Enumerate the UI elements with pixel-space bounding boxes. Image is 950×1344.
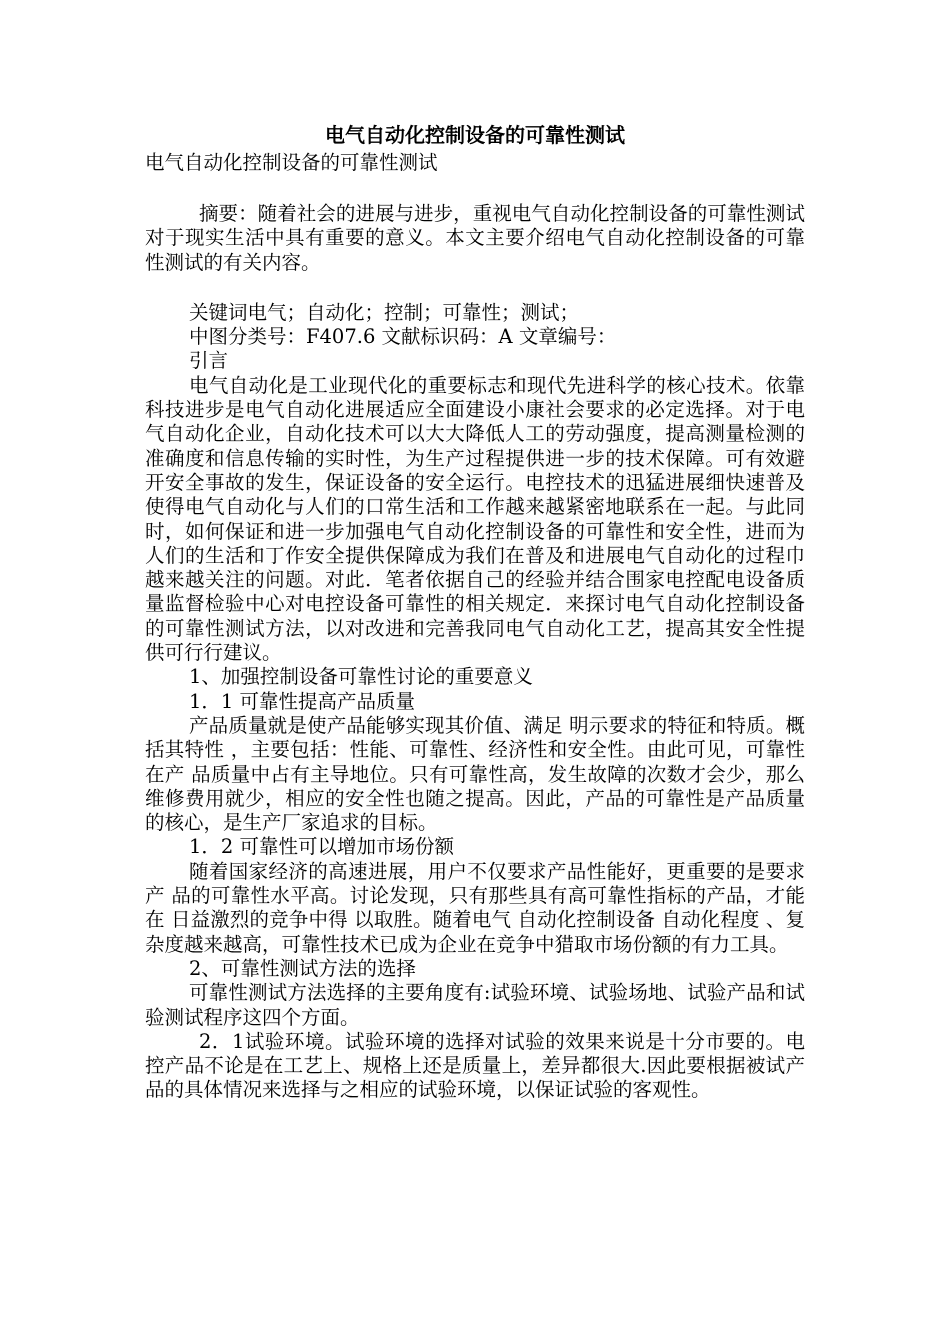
section-1-2-paragraph: 随着国家经济的高速进展，用户不仅要求产品性能好，更重要的是要求产 品的可靠性水平高。讨论发现，只有那些具有高可靠性指标的产品，才能在 日益激烈的竞争中得 以取胜。随着电气 自动化控制设备 自动化程度 、复杂度越来越高，可靠性技术已成为企业在竞争中猎取市场份额的有力工具。 — [145, 859, 805, 956]
spacer — [145, 176, 805, 202]
spacer — [145, 275, 805, 301]
keywords-line: 关键词电气；自动化；控制；可靠性；测试； — [189, 300, 580, 324]
section-2-heading: 2、可靠性测试方法的选择 — [189, 956, 416, 980]
section-2-1-paragraph: 2．1试验环境。试验环境的选择对试验的效果来说是十分市要的。电控产品不论是在工艺上、规格上还是质量上，差异都很大.因此要根据被试产品的具体情况来选择与之相应的试验环境，以保证试验的客观性。 — [145, 1029, 805, 1102]
document-subtitle: 电气自动化控制设备的可靠性测试 — [145, 151, 438, 174]
section-1-1-paragraph: 产品质量就是使产品能够实现其价值、满足 明示要求的特征和特质。概括其特性 ，主要包括：性能、可靠性、经济性和安全性。由此可见，可靠性在产 品质量中占有主导地位。只有可靠性高，发生故障的次数才会少，那么维修费用就少，相应的安全性也随之提高。因此，产品的可靠性是产品质量的核心，是生产厂家追求的目标。 — [145, 713, 805, 835]
classification-line: 中图分类号：F407.6 文献标识码：A 文章编号： — [189, 325, 617, 349]
intro-paragraph: 电气自动化是工业现代化的重要标志和现代先进科学的核心技术。依靠科技进步是电气自动化进展适应全面建设小康社会要求的必定选择。对于电气自动化企业，自动化技术可以大大降低人工的劳动强度，提高测量检测的准确度和信息传输的实时性，为生产过程提供进一步的技术保障。可有效避开安全事故的发生，保证设备的安全运行。电控技术的迅猛进展细快速普及使得电气自动化与人们的口常生活和工作越来越紧密地联系在一起。与此同时，如何保证和进一步加强电气自动化控制设备的可靠性和安全性，进而为人们的生活和丁作安全提供保障成为我们在普及和进展电气自动化的过程巾越来越关注的问题。对此．笔者依据自己的经验并结合围家电控配电设备质量监督检验中心对电控设备可靠性的相关规定．来探讨电气自动化控制设备的可靠性测试方法，以对改进和完善我同电气自动化工艺，提高其安全性提供可行行建议。 — [145, 373, 805, 665]
section-1-heading: 1、加强控制设备可靠性讨论的重要意义 — [189, 665, 533, 689]
document-page — [145, 120, 805, 1103]
abstract-paragraph: 摘要：随着社会的进展与进步，重视电气自动化控制设备的可靠性测试对于现实生活中具有重要的意义。本文主要介绍电气自动化控制设备的可靠性测试的有关内容。 — [145, 202, 805, 274]
section-1-1-heading: 1．1 可靠性提高产品质量 — [189, 689, 416, 713]
document-title: 电气自动化控制设备的可靠性测试 — [325, 123, 625, 147]
intro-heading: 引言 — [189, 349, 229, 373]
section-1-2-heading: 1．2 可靠性可以增加市场份额 — [189, 835, 455, 859]
section-2-paragraph: 可靠性测试方法选择的主要角度有:试验环境、试验场地、试验产品和试验测试程序这四个方面。 — [145, 981, 805, 1029]
